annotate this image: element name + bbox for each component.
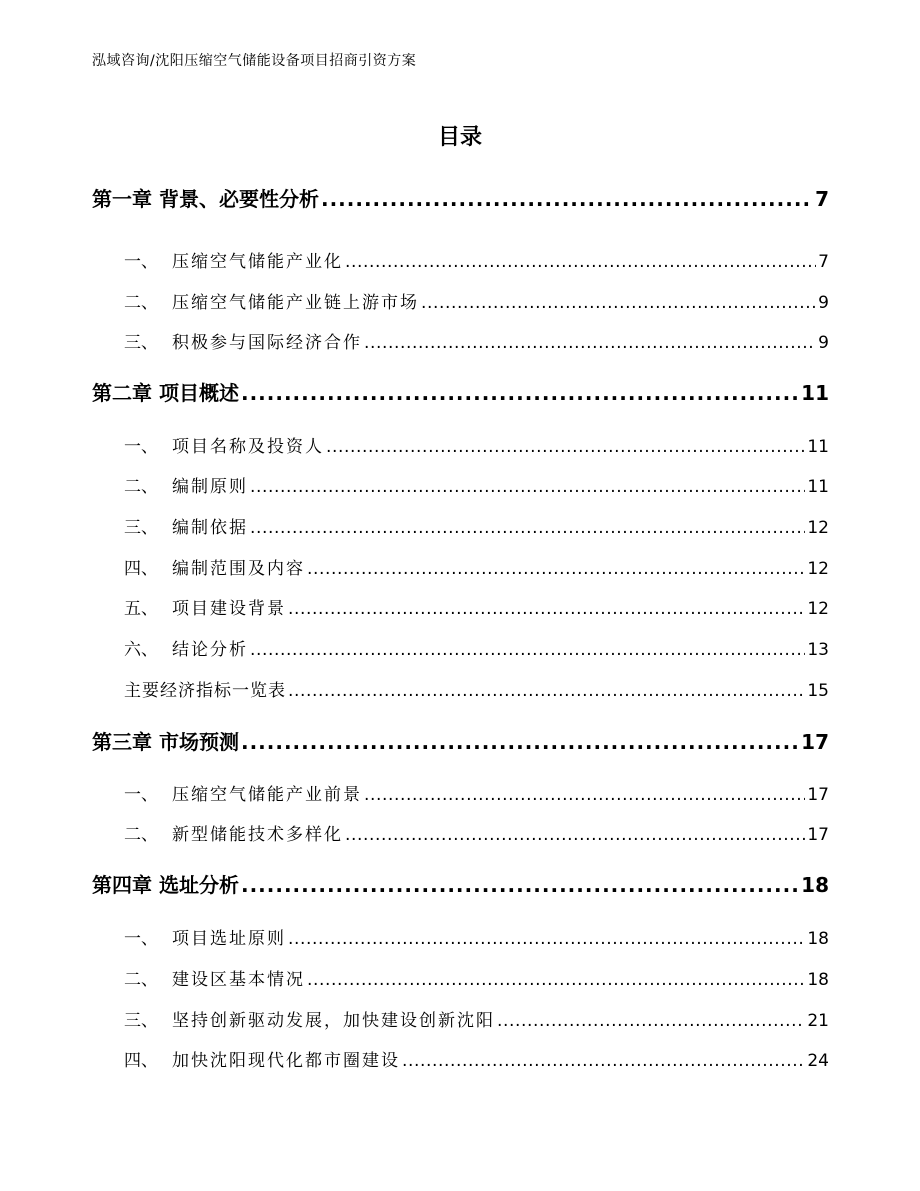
section-number: 一、	[124, 437, 158, 457]
toc-page-number: 21	[807, 1011, 829, 1031]
dot-leader	[250, 640, 805, 660]
section-number: 二、	[124, 293, 158, 313]
dot-leader	[364, 333, 816, 353]
section-number: 二、	[124, 477, 158, 497]
section-number: 四、	[124, 559, 158, 579]
toc-chapter-2[interactable]	[92, 377, 829, 405]
dot-leader	[241, 873, 799, 897]
toc-entry-label: 积极参与国际经济合作	[172, 333, 362, 353]
toc-page-number: 17	[801, 730, 829, 754]
section-number: 六、	[124, 640, 158, 660]
dot-leader	[421, 293, 816, 313]
toc-chapter-3[interactable]	[92, 726, 829, 754]
section-number: 三、	[124, 1011, 158, 1031]
dot-leader	[402, 1051, 805, 1071]
toc-page-number: 12	[807, 518, 829, 538]
section-number: 三、	[124, 333, 158, 353]
dot-leader	[321, 187, 813, 211]
toc-section-2-1[interactable]	[124, 432, 829, 456]
dot-leader	[307, 559, 805, 579]
toc-entry-label: 项目建设背景	[172, 599, 286, 619]
toc-page-number: 24	[807, 1051, 829, 1071]
toc-entry-label: 压缩空气储能产业前景	[172, 785, 362, 805]
toc-chapter-4[interactable]	[92, 869, 829, 897]
toc-section-3-2[interactable]	[124, 820, 829, 844]
toc-page-number: 11	[801, 381, 829, 405]
toc-section-4-4[interactable]	[124, 1046, 829, 1070]
toc-page-number: 7	[818, 252, 829, 272]
toc-entry-label: 编制依据	[172, 518, 248, 538]
toc-section-2-5[interactable]	[124, 594, 829, 618]
section-number: 四、	[124, 1051, 158, 1071]
page-header: 泓域咨询/沈阳压缩空气储能设备项目招商引资方案	[92, 53, 417, 69]
toc-page-number: 12	[807, 599, 829, 619]
toc-page-number: 11	[807, 437, 829, 457]
dot-leader	[345, 825, 805, 845]
toc-section-2-3[interactable]	[124, 513, 829, 537]
section-number: 二、	[124, 970, 158, 990]
toc-entry-label: 项目名称及投资人	[172, 437, 324, 457]
dot-leader	[288, 681, 805, 701]
toc-entry-label: 坚持创新驱动发展，加快建设创新沈阳	[172, 1011, 495, 1031]
toc-page-number: 15	[807, 681, 829, 701]
toc-entry-label: 项目选址原则	[172, 929, 286, 949]
toc-section-1-1[interactable]	[124, 247, 829, 271]
dot-leader	[241, 381, 799, 405]
toc-entry-label: 编制范围及内容	[172, 559, 305, 579]
dot-leader	[288, 929, 805, 949]
toc-page-number: 18	[807, 929, 829, 949]
dot-leader	[497, 1011, 805, 1031]
toc-entry-label: 新型储能技术多样化	[172, 825, 343, 845]
section-number: 二、	[124, 825, 158, 845]
toc-entry-label: 第四章 选址分析	[92, 873, 239, 897]
toc-section-4-1[interactable]	[124, 924, 829, 948]
toc-entry-label: 第三章 市场预测	[92, 730, 239, 754]
section-number: 一、	[124, 929, 158, 949]
dot-leader	[326, 437, 805, 457]
dot-leader	[250, 518, 805, 538]
toc-section-2-6[interactable]	[124, 635, 829, 659]
toc-entry-label: 第一章 背景、必要性分析	[92, 187, 319, 211]
toc-section-4-3[interactable]	[124, 1006, 829, 1030]
toc-entry-label: 加快沈阳现代化都市圈建设	[172, 1051, 400, 1071]
toc-section-2-7[interactable]	[124, 676, 829, 700]
dot-leader	[307, 970, 805, 990]
toc-title: 目录	[437, 125, 482, 150]
toc-section-2-4[interactable]	[124, 554, 829, 578]
toc-page-number: 13	[807, 640, 829, 660]
toc-page-number: 9	[818, 293, 829, 313]
toc-entry-label: 编制原则	[172, 477, 248, 497]
toc-entry-label: 压缩空气储能产业化	[172, 252, 343, 272]
toc-section-3-1[interactable]	[124, 780, 829, 804]
toc-page-number: 7	[815, 187, 829, 211]
dot-leader	[364, 785, 805, 805]
toc-entry-label: 建设区基本情况	[172, 970, 305, 990]
toc-section-1-3[interactable]	[124, 328, 829, 352]
toc-page-number: 18	[801, 873, 829, 897]
section-number: 一、	[124, 785, 158, 805]
toc-chapter-1[interactable]	[92, 183, 829, 211]
toc-section-4-2[interactable]	[124, 965, 829, 989]
section-number: 五、	[124, 599, 158, 619]
dot-leader	[288, 599, 805, 619]
dot-leader	[241, 730, 799, 754]
toc-page-number: 11	[807, 477, 829, 497]
toc-entry-label: 主要经济指标一览表	[124, 681, 286, 701]
toc-page-number: 18	[807, 970, 829, 990]
toc-entry-label: 第二章 项目概述	[92, 381, 239, 405]
toc-page-number: 17	[807, 785, 829, 805]
toc-page-number: 9	[818, 333, 829, 353]
toc-page-number: 17	[807, 825, 829, 845]
toc-page-number: 12	[807, 559, 829, 579]
section-number: 三、	[124, 518, 158, 538]
dot-leader	[250, 477, 805, 497]
toc-entry-label: 结论分析	[172, 640, 248, 660]
section-number: 一、	[124, 252, 158, 272]
toc-section-2-2[interactable]	[124, 472, 829, 496]
toc-section-1-2[interactable]	[124, 288, 829, 312]
toc-entry-label: 压缩空气储能产业链上游市场	[172, 293, 419, 313]
dot-leader	[345, 252, 816, 272]
